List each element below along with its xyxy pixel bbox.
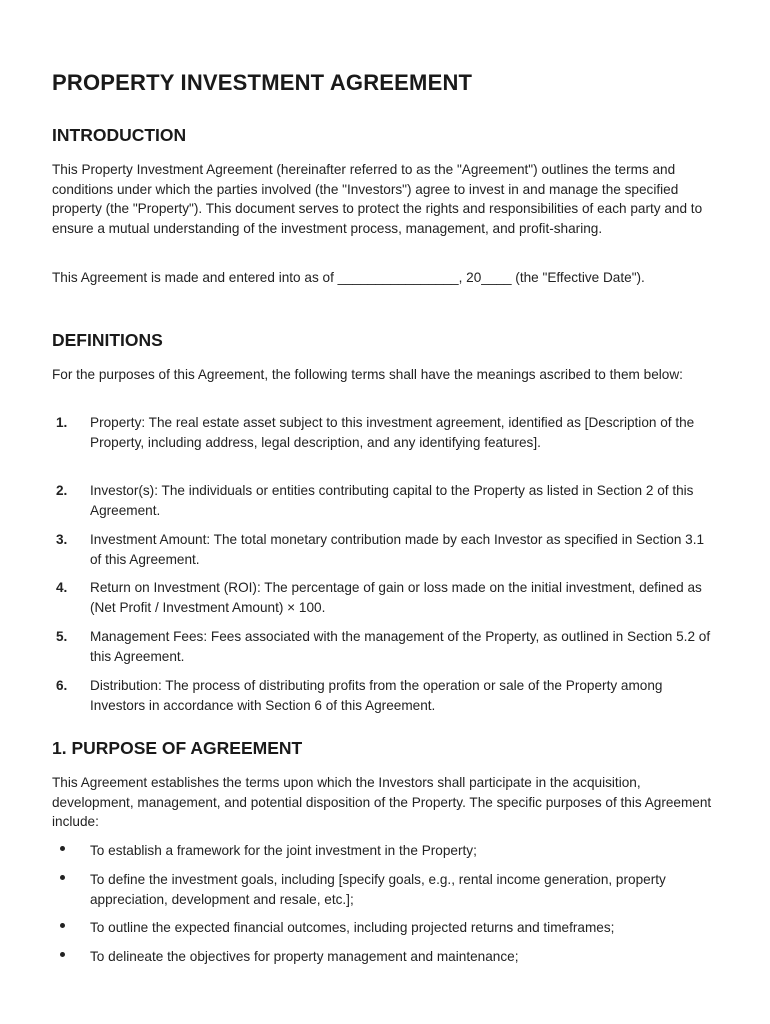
purpose-heading: 1. PURPOSE OF AGREEMENT [52, 738, 303, 758]
introduction-paragraph: This Property Investment Agreement (hereinafter referred to as the "Agreement") outlines the terms and conditions under which the parties involved (the "Investors") agree to invest in and manage the specified property (the "Property"). This document serves to protect the rights and responsibilities of each party and to ensure a mutual understanding of the investment process, management, and profit-sharing. [52, 162, 703, 236]
definition-number: 5. [56, 629, 68, 644]
bullet-icon [60, 846, 65, 851]
bullet-icon [60, 875, 65, 880]
definitions-heading: DEFINITIONS [52, 330, 163, 350]
definition-text: Property: The real estate asset subject to this investment agreement, identified as [Description of the Property, including address, legal description, and any identifying features]. [90, 415, 695, 450]
definitions-intro: For the purposes of this Agreement, the following terms shall have the meanings ascribed to them below: [52, 367, 683, 382]
purpose-bullet-text: To delineate the objectives for property management and maintenance; [90, 949, 519, 964]
document-title: PROPERTY INVESTMENT AGREEMENT [52, 70, 473, 95]
definition-text: Investment Amount: The total monetary contribution made by each Investor as specified in Section 3.1 of this Agreement. [90, 532, 705, 567]
purpose-bullet-text: To define the investment goals, including [specify goals, e.g., rental income generation, property appreciation, development and resale, etc.]; [90, 872, 666, 907]
definition-number: 6. [56, 678, 68, 693]
introduction-heading: INTRODUCTION [52, 125, 187, 145]
definition-number: 1. [56, 415, 68, 430]
definition-number: 4. [56, 580, 68, 595]
definition-number: 3. [56, 532, 68, 547]
purpose-intro: This Agreement establishes the terms upon which the Investors shall participate in the acquisition, development, management, and potential disposition of the Property. The specific purposes of this Agreement include: [52, 775, 712, 830]
effective-date-paragraph: This Agreement is made and entered into as of ________________, 20____ (the "Effective Date"). [52, 270, 645, 285]
bullet-icon [60, 923, 65, 928]
purpose-bullet-text: To establish a framework for the joint investment in the Property; [90, 843, 477, 858]
purpose-bullet-text: To outline the expected financial outcomes, including projected returns and timeframes; [90, 920, 615, 935]
definition-number: 2. [56, 483, 68, 498]
definition-text: Investor(s): The individuals or entities contributing capital to the Property as listed in Section 2 of this Agreement. [90, 483, 694, 518]
definition-text: Management Fees: Fees associated with the management of the Property, as outlined in Section 5.2 of this Agreement. [90, 629, 711, 664]
definition-text: Distribution: The process of distributing profits from the operation or sale of the Property among Investors in accordance with Section 6 of this Agreement. [90, 678, 663, 713]
definition-text: Return on Investment (ROI): The percentage of gain or loss made on the initial investment, defined as (Net Profit / Investment Amount) × 100. [90, 580, 702, 615]
bullet-icon [60, 952, 65, 957]
